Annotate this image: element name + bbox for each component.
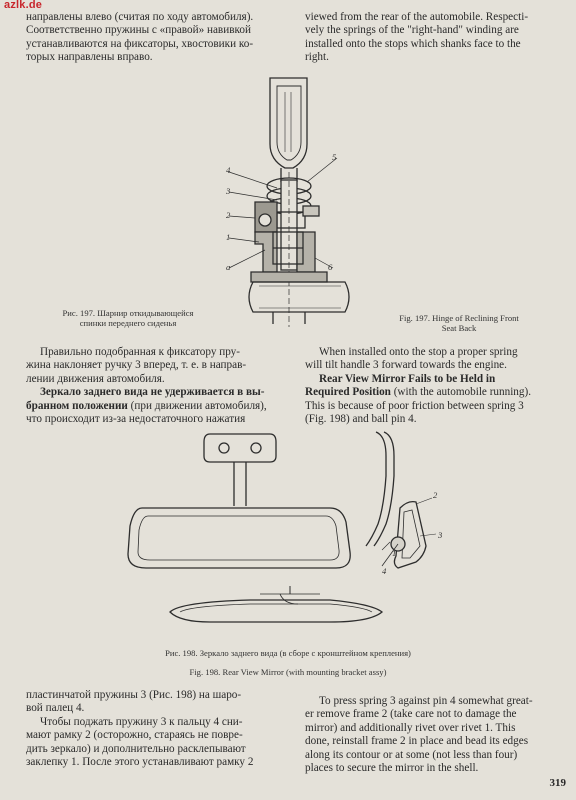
heading-tail: бранном положении bbox=[26, 399, 128, 412]
text-line: направлены влево (считая по ходу автомобиля). bbox=[26, 11, 254, 23]
fig198-label-4: 4 bbox=[382, 566, 387, 576]
text-line: places to secure the mirror in the shell. bbox=[305, 762, 479, 775]
heading-rest: (with the automobile running). bbox=[390, 386, 532, 399]
fig197-caption-ru bbox=[28, 308, 228, 328]
text-line: заклепку 1. После этого устанавливают рамку 2 bbox=[26, 756, 254, 769]
site-watermark: azlk.de bbox=[4, 0, 43, 11]
caption-line: спинки переднего сиденья bbox=[79, 318, 177, 328]
text-line: торых направлены вправо. bbox=[26, 51, 153, 64]
fig197-label-2: 2 bbox=[226, 210, 231, 220]
text-line bbox=[26, 400, 276, 413]
caption-line: Seat Back bbox=[441, 323, 477, 333]
text-line: will tilt handle 3 forward towards the engine. bbox=[305, 359, 507, 372]
caption-line: Fig. 197. Hinge of Reclining Front bbox=[399, 313, 519, 323]
fig198-mirror-drawing bbox=[120, 426, 460, 636]
fig198-caption-en: Fig. 198. Rear View Mirror (with mounting bracket assy) bbox=[189, 667, 387, 677]
text-line: пластинчатой пружины 3 (Рис. 198) на шаро- bbox=[26, 689, 242, 701]
middle-paragraph-en bbox=[305, 346, 567, 426]
fig198-label-1: 1 bbox=[392, 548, 397, 558]
fig198-label-3: 3 bbox=[438, 530, 443, 540]
fig198-caption-ru: Рис. 198. Зеркало заднего вида (в сборе с кронштейном крепления) bbox=[165, 648, 411, 658]
fig197-label-3: 3 bbox=[226, 186, 231, 196]
section-heading-en: Rear View Mirror Fails to be Held in bbox=[319, 372, 496, 385]
text-line: мают рамку 2 (осторожно, стараясь не повре- bbox=[26, 729, 243, 742]
bottom-paragraph-ru bbox=[26, 689, 276, 769]
top-paragraph-en bbox=[305, 11, 567, 65]
text-line: along its contour or at some (not less than four) bbox=[305, 748, 518, 761]
fig197-label-5: 5 bbox=[332, 152, 337, 162]
text-line: This is because of poor friction between spring 3 bbox=[305, 399, 524, 412]
text-line: right. bbox=[305, 51, 329, 64]
text-line: er remove frame 2 (take care not to damage the bbox=[305, 708, 517, 721]
text-line: Правильно подобранная к фиксатору пру- bbox=[40, 346, 240, 358]
section-heading-ru: Зеркало заднего вида не удерживается в вы- bbox=[40, 386, 265, 399]
text-line: vely the springs of the "right-hand" winding are bbox=[305, 24, 519, 37]
text-line bbox=[305, 386, 567, 399]
text-line: жина наклоняет ручку 3 вперед, т. е. в направ- bbox=[26, 359, 247, 372]
text-line: Соответственно пружины с «правой» навивкой bbox=[26, 24, 251, 37]
heading-tail: Required Position bbox=[305, 386, 391, 399]
fig197-label-1: 1 bbox=[226, 232, 231, 242]
top-paragraph-ru bbox=[26, 11, 276, 65]
heading-rest: (при движении автомобиля), bbox=[127, 399, 267, 412]
fig197-hinge-drawing bbox=[215, 72, 365, 332]
bottom-paragraph-en bbox=[305, 695, 567, 775]
text-line: (Fig. 198) and ball pin 4. bbox=[305, 413, 417, 426]
text-line: viewed from the rear of the automobile. Respecti- bbox=[305, 11, 529, 23]
text-line: mirror) and additionally rivet over rivet 1. This bbox=[305, 721, 516, 734]
page-number: 319 bbox=[549, 777, 566, 789]
text-line: дить зеркало) и дополнительно расклепывают bbox=[26, 742, 246, 755]
text-line: To press spring 3 against pin 4 somewhat great- bbox=[319, 695, 533, 707]
text-line: Чтобы поджать пружину 3 к пальцу 4 сни- bbox=[40, 715, 243, 728]
text-line: устанавливаются на фиксаторы, хвостовики ко- bbox=[26, 37, 254, 50]
text-line: вой палец 4. bbox=[26, 702, 85, 715]
fig198-label-2: 2 bbox=[433, 490, 438, 500]
caption-line: Рис. 197. Шарнир откидывающейся bbox=[62, 308, 194, 318]
text-line: лении движения автомобиля. bbox=[26, 372, 165, 385]
middle-paragraph-ru bbox=[26, 346, 276, 426]
fig197-label-a: a bbox=[226, 262, 231, 272]
fig197-label-6: 6 bbox=[328, 262, 333, 272]
fig197-label-4: 4 bbox=[226, 165, 231, 175]
text-line: When installed onto the stop a proper spring bbox=[319, 346, 518, 358]
fig197-caption-en bbox=[366, 313, 552, 333]
text-line: что происходит из-за недостаточного нажатия bbox=[26, 413, 246, 426]
text-line: done, reinstall frame 2 in place and bead its edges bbox=[305, 735, 529, 748]
text-line: installed onto the stops which shanks face to the bbox=[305, 37, 521, 50]
